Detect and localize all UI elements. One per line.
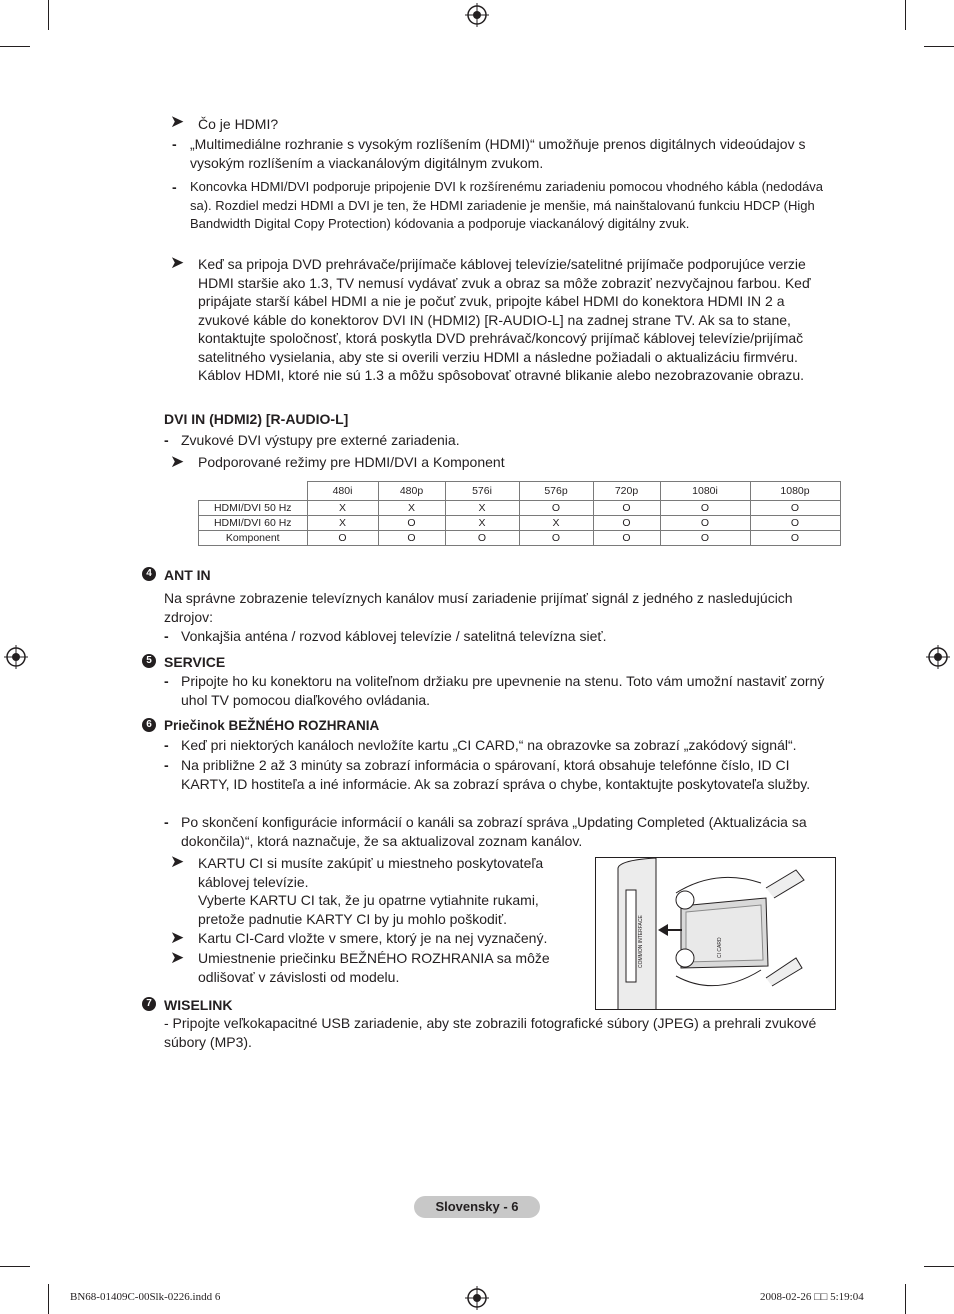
ant-in-text: Na správne zobrazenie televíznych kanálov musí zariadenie prijímať signál z jedného z nasledujúcich zdrojov: [164, 590, 793, 625]
table-cell: O [445, 531, 519, 546]
table-cell: X [445, 516, 519, 531]
list-dash: - [164, 673, 169, 689]
ci-heading: Priečinok BEŽNÉHO ROZHRANIA [164, 718, 380, 733]
note-arrow-icon: ➤ [170, 852, 185, 871]
table-cell: X [519, 516, 593, 531]
table-cell: O [593, 516, 660, 531]
dvi-note: Podporované režimy pre HDMI/DVI a Komponent [198, 454, 505, 470]
slot-label: COMMON INTERFACE [638, 915, 644, 968]
table-cell: O [378, 516, 445, 531]
ci-note-1: KARTU CI si musíte zakúpiť u miestneho poskytovateľa káblovej televízie. [198, 855, 544, 890]
registration-mark-icon [465, 1286, 489, 1310]
card-label: CI CARD [717, 937, 723, 958]
crop-mark [924, 46, 954, 47]
list-dash: - [164, 737, 169, 753]
hdmi-item-1: „Multimediálne rozhranie s vysokým rozlíšením (HDMI)“ umožňuje prenos digitálnych videoúdajov s vysokým rozlíšením a viackanálovým digitálnym zvukom. [190, 136, 806, 171]
table-header-cell: 720p [593, 482, 660, 501]
note-arrow-icon: ➤ [170, 928, 185, 947]
registration-mark-icon [926, 645, 950, 669]
list-dash: - [172, 179, 177, 195]
crop-mark [48, 1284, 49, 1314]
list-dash: - [172, 136, 177, 152]
ci-note-4: Umiestnenie priečinku BEŽNÉHO ROZHRANIA sa môže odlišovať v závislosti od modelu. [198, 950, 550, 985]
footer-date: 2008-02-26 □□ 5:19:04 [760, 1291, 864, 1303]
table-cell: HDMI/DVI 60 Hz [199, 516, 308, 531]
ci-note-2: Vyberte KARTU CI tak, že ju opatrne vytiahnite rukami, pretože padnutie KARTY CI by ju mohlo poškodiť. [198, 892, 539, 927]
section-number-badge: 6 [142, 718, 156, 732]
list-dash: - [164, 757, 169, 773]
page-label: Slovensky - 6 [414, 1196, 540, 1218]
table-cell: O [307, 531, 378, 546]
table-header-cell: 480i [307, 482, 378, 501]
ci-card-figure [595, 857, 836, 1010]
crop-mark [924, 1266, 954, 1267]
note-arrow-icon: ➤ [170, 948, 185, 967]
hdmi-note-title: Čo je HDMI? [198, 116, 279, 132]
table-cell: O [378, 531, 445, 546]
table-cell: X [307, 501, 378, 516]
table-header-cell: 576i [445, 482, 519, 501]
table-header-cell: 480p [378, 482, 445, 501]
table-cell: Komponent [199, 531, 308, 546]
note-arrow-icon: ➤ [170, 253, 185, 272]
table-cell: X [378, 501, 445, 516]
table-header-row [199, 482, 841, 501]
dvi-heading: DVI IN (HDMI2) [R-AUDIO-L] [164, 411, 349, 427]
table-cell: X [307, 516, 378, 531]
table-cell: O [750, 531, 840, 546]
crop-mark [48, 0, 49, 30]
ant-in-heading: ANT IN [164, 567, 211, 583]
registration-mark-icon [4, 645, 28, 669]
modes-table [198, 481, 841, 546]
note-arrow-icon: ➤ [170, 452, 185, 471]
table-cell: O [519, 531, 593, 546]
table-header-cell: 1080p [750, 482, 840, 501]
ci-note-3: Kartu CI-Card vložte v smere, ktorý je na nej vyznačený. [198, 930, 548, 946]
registration-mark-icon [465, 3, 489, 27]
crop-mark [0, 46, 30, 47]
table-cell: O [750, 501, 840, 516]
table-header-cell [199, 482, 308, 501]
section-number-badge: 5 [142, 654, 156, 668]
table-cell: O [593, 501, 660, 516]
service-heading: SERVICE [164, 654, 226, 670]
ant-in-item: Vonkajšia anténa / rozvod káblovej televízie / satelitná televízna sieť. [181, 628, 607, 644]
list-dash: - [164, 432, 169, 448]
ci-item-2: Na približne 2 až 3 minúty sa zobrazí informácia o spárovaní, ktorá obsahuje telefónne číslo, ID CI KARTY, ID hostiteľa a iné informácie. Ak sa zobrazí správa o chybe, kontaktujte poskytovateľa služby. [181, 757, 811, 792]
ci-item-3: Po skončení konfigurácie informácií o kanáli sa zobrazí správa „Updating Completed (Aktualizácia sa dokončila)“, ktorá naznačuje, že sa aktualizoval zoznam kanálov. [181, 814, 807, 849]
table-cell: O [519, 501, 593, 516]
note-arrow-icon: ➤ [170, 112, 185, 131]
footer-file: BN68-01409C-00Slk-0226.indd 6 [70, 1291, 221, 1303]
crop-mark [905, 1284, 906, 1314]
ci-item-1: Keď pri niektorých kanáloch nevložíte kartu „CI CARD,“ na obrazovke sa zobrazí „zakódový signál“. [181, 737, 797, 753]
dvi-item: Zvukové DVI výstupy pre externé zariadenia. [181, 432, 460, 448]
table-row [199, 531, 841, 546]
table-row [199, 501, 841, 516]
table-cell: O [750, 516, 840, 531]
crop-mark [0, 1266, 30, 1267]
table-cell: O [593, 531, 660, 546]
table-cell: O [660, 531, 750, 546]
service-item: Pripojte ho ku konektoru na voliteľnom držiaku pre upevnenie na stenu. Toto vám umožní nastaviť zorný uhol TV pomocou diaľkového ovládania. [181, 673, 825, 708]
list-dash: - [164, 814, 169, 830]
wiselink-item: - Pripojte veľkokapacitné USB zariadenie, aby ste zobrazili fotografické súbory (JPEG) a prehrali zvukové súbory (MP3). [164, 1015, 817, 1050]
table-cell: HDMI/DVI 50 Hz [199, 501, 308, 516]
table-row [199, 516, 841, 531]
hdmi-dvd-note: Keď sa pripoja DVD prehrávače/prijímače káblovej televízie/satelitné prijímače podporujúce verzie HDMI staršie ako 1.3, TV nemusí vydávať zvuk a obraz sa môže zobraziť nezvyčajnou farbou. Keď pripájate starší kábel HDMI a nie je počuť zvuk, pripojte kábel HDMI do konektora HDMI IN 2 a zvukové káble do konektorov DVI IN (HDMI2) [R-AUDIO-L] na zadnej strane TV. Ak sa to stane, kontaktujte spoločnosť, ktorá poskytla DVD prehrávač/koncový prijímač káblovej televízie/prijímač satelitného vysielania, aby ste si overili verziu HDMI a následne požiadali o aktualizáciu firmvéru. Káblov HDMI, ktoré nie sú 1.3 a môžu spôsobovať otravné blikanie alebo nezobrazovanie obrazu. [198, 256, 811, 383]
table-cell: O [660, 516, 750, 531]
section-number-badge: 7 [142, 997, 156, 1011]
section-number-badge: 4 [142, 567, 156, 581]
list-dash: - [164, 628, 169, 644]
table-header-cell: 1080i [660, 482, 750, 501]
ci-card-illustration [596, 858, 835, 1009]
table-cell: O [660, 501, 750, 516]
wiselink-heading: WISELINK [164, 997, 233, 1013]
table-header-cell: 576p [519, 482, 593, 501]
crop-mark [905, 0, 906, 30]
table-cell: X [445, 501, 519, 516]
hdmi-item-2: Koncovka HDMI/DVI podporuje pripojenie DVI k rozšírenému zariadeniu pomocou vhodného kábla (nedodáva sa). Rozdiel medzi HDMI a DVI je ten, že HDMI zariadenie je menšie, má nainštalovanú funkciu HDCP (High Bandwidth Digital Copy Protection) kódovania a podporuje viackanálový digitálny zvuk. [190, 179, 824, 231]
